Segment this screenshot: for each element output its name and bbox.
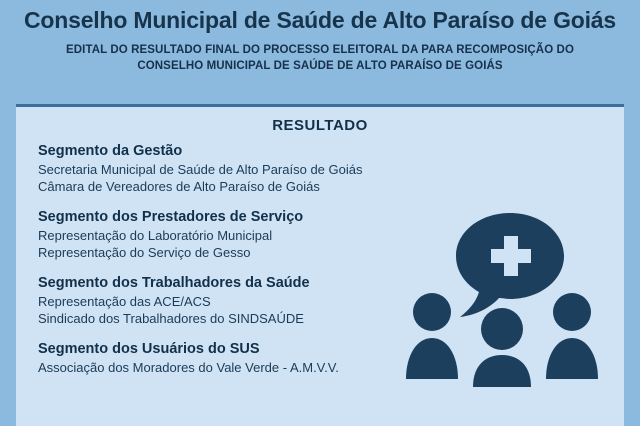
segment-gestao	[38, 142, 602, 196]
segments-list	[16, 142, 624, 377]
page-title: Conselho Municipal de Saúde de Alto Paraíso de Goiás	[24, 7, 616, 33]
segment-item: Câmara de Vereadores de Alto Paraíso de Goiás	[38, 179, 320, 195]
segment-trabalhadores	[38, 274, 602, 328]
segment-item: Associação dos Moradores do Vale Verde - A.M.V.V.	[38, 359, 339, 375]
segment-heading: Segmento dos Usuários do SUS	[38, 340, 260, 357]
segment-heading: Segmento dos Trabalhadores da Saúde	[38, 274, 310, 291]
segment-item: Sindicado dos Trabalhadores do SINDSAÚDE	[38, 310, 304, 326]
subtitle-block	[0, 35, 640, 84]
segment-heading: Segmento dos Prestadores de Serviço	[38, 208, 304, 225]
segment-usuarios	[38, 340, 602, 377]
segment-heading: Segmento da Gestão	[38, 143, 183, 159]
result-card	[16, 104, 624, 426]
subtitle-line-1: EDITAL DO RESULTADO FINAL DO PROCESSO ELEITORAL DA PARA RECOMPOSIÇÃO DO	[65, 44, 575, 57]
segment-prestadores	[38, 208, 602, 262]
segment-item: Representação das ACE/ACS	[38, 293, 211, 309]
segment-item: Secretaria Municipal de Saúde de Alto Paraíso de Goiás	[38, 162, 363, 178]
header-band	[0, 0, 640, 35]
subtitle-line-2: CONSELHO MUNICIPAL DE SAÚDE DE ALTO PARAÍSO DE GOIÁS	[137, 59, 503, 72]
card-title: RESULTADO	[272, 117, 368, 134]
segment-item: Representação do Laboratório Municipal	[38, 228, 273, 244]
segment-item: Representação do Serviço de Gesso	[38, 244, 251, 260]
